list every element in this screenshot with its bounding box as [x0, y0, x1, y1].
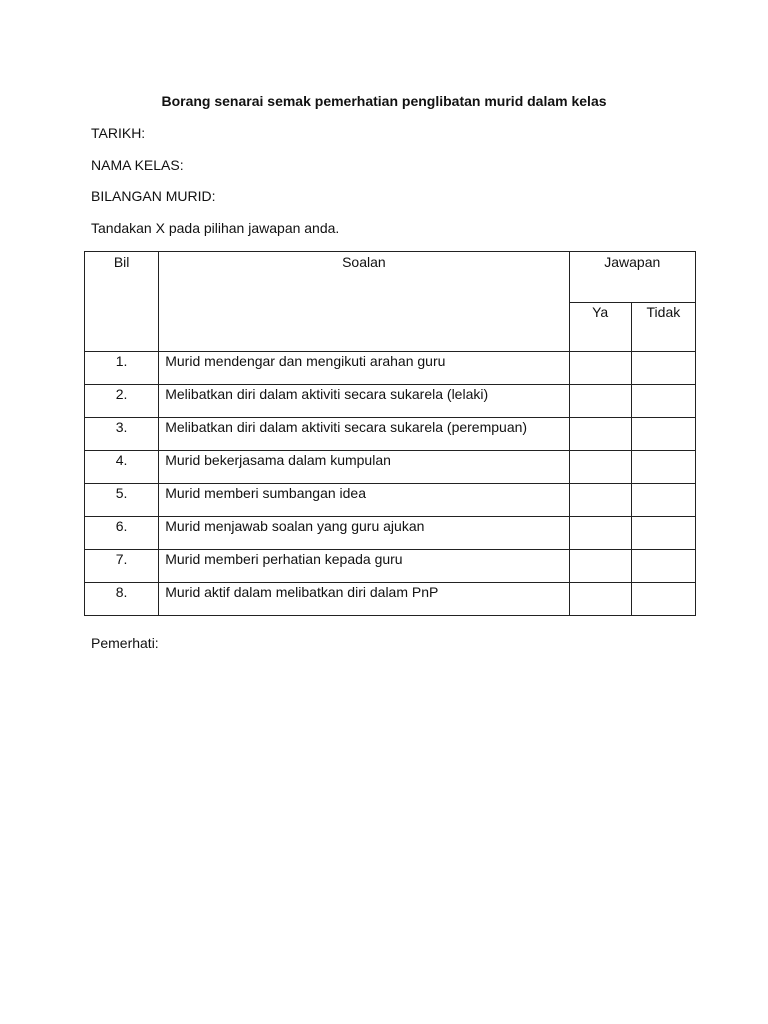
row-number: 5. [85, 484, 159, 517]
ya-checkbox-cell[interactable] [569, 451, 631, 484]
ya-checkbox-cell[interactable] [569, 583, 631, 616]
tidak-checkbox-cell[interactable] [631, 583, 695, 616]
row-number: 2. [85, 385, 159, 418]
table-row [85, 583, 696, 616]
table-row [85, 418, 696, 451]
row-question: Murid bekerjasama dalam kumpulan [159, 451, 569, 484]
student-count-field-label: BILANGAN MURID: [91, 188, 216, 204]
row-number: 8. [85, 583, 159, 616]
ya-checkbox-cell[interactable] [569, 517, 631, 550]
row-question: Melibatkan diri dalam aktiviti secara sukarela (perempuan) [159, 418, 569, 451]
row-number: 4. [85, 451, 159, 484]
form-title: Borang senarai semak pemerhatian penglibatan murid dalam kelas [161, 93, 607, 109]
row-number: 1. [85, 352, 159, 385]
row-number: 3. [85, 418, 159, 451]
ya-checkbox-cell[interactable] [569, 484, 631, 517]
ya-checkbox-cell[interactable] [569, 550, 631, 583]
tidak-checkbox-cell[interactable] [631, 550, 695, 583]
tidak-checkbox-cell[interactable] [631, 418, 695, 451]
row-question: Murid menjawab soalan yang guru ajukan [159, 517, 569, 550]
checklist-table [84, 251, 696, 616]
ya-checkbox-cell[interactable] [569, 385, 631, 418]
instruction-text: Tandakan X pada pilihan jawapan anda. [91, 220, 340, 236]
header-jawapan: Jawapan [569, 252, 695, 303]
table-row [85, 484, 696, 517]
date-field-label: TARIKH: [91, 125, 146, 141]
row-question: Murid aktif dalam melibatkan diri dalam PnP [159, 583, 569, 616]
row-question: Murid memberi sumbangan idea [159, 484, 569, 517]
table-row [85, 550, 696, 583]
table-row [85, 385, 696, 418]
tidak-checkbox-cell[interactable] [631, 484, 695, 517]
observer-label: Pemerhati: [91, 635, 159, 651]
tidak-checkbox-cell[interactable] [631, 517, 695, 550]
tidak-checkbox-cell[interactable] [631, 385, 695, 418]
class-name-field-label: NAMA KELAS: [91, 157, 184, 173]
table-row [85, 517, 696, 550]
tidak-checkbox-cell[interactable] [631, 451, 695, 484]
header-ya: Ya [569, 303, 631, 352]
ya-checkbox-cell[interactable] [569, 418, 631, 451]
row-question: Murid memberi perhatian kepada guru [159, 550, 569, 583]
tidak-checkbox-cell[interactable] [631, 352, 695, 385]
header-soalan: Soalan [159, 252, 569, 352]
header-tidak: Tidak [631, 303, 695, 352]
table-row [85, 451, 696, 484]
row-question: Murid mendengar dan mengikuti arahan guru [159, 352, 569, 385]
row-number: 6. [85, 517, 159, 550]
header-bil: Bil [85, 252, 159, 352]
table-row [85, 352, 696, 385]
row-number: 7. [85, 550, 159, 583]
ya-checkbox-cell[interactable] [569, 352, 631, 385]
row-question: Melibatkan diri dalam aktiviti secara sukarela (lelaki) [159, 385, 569, 418]
